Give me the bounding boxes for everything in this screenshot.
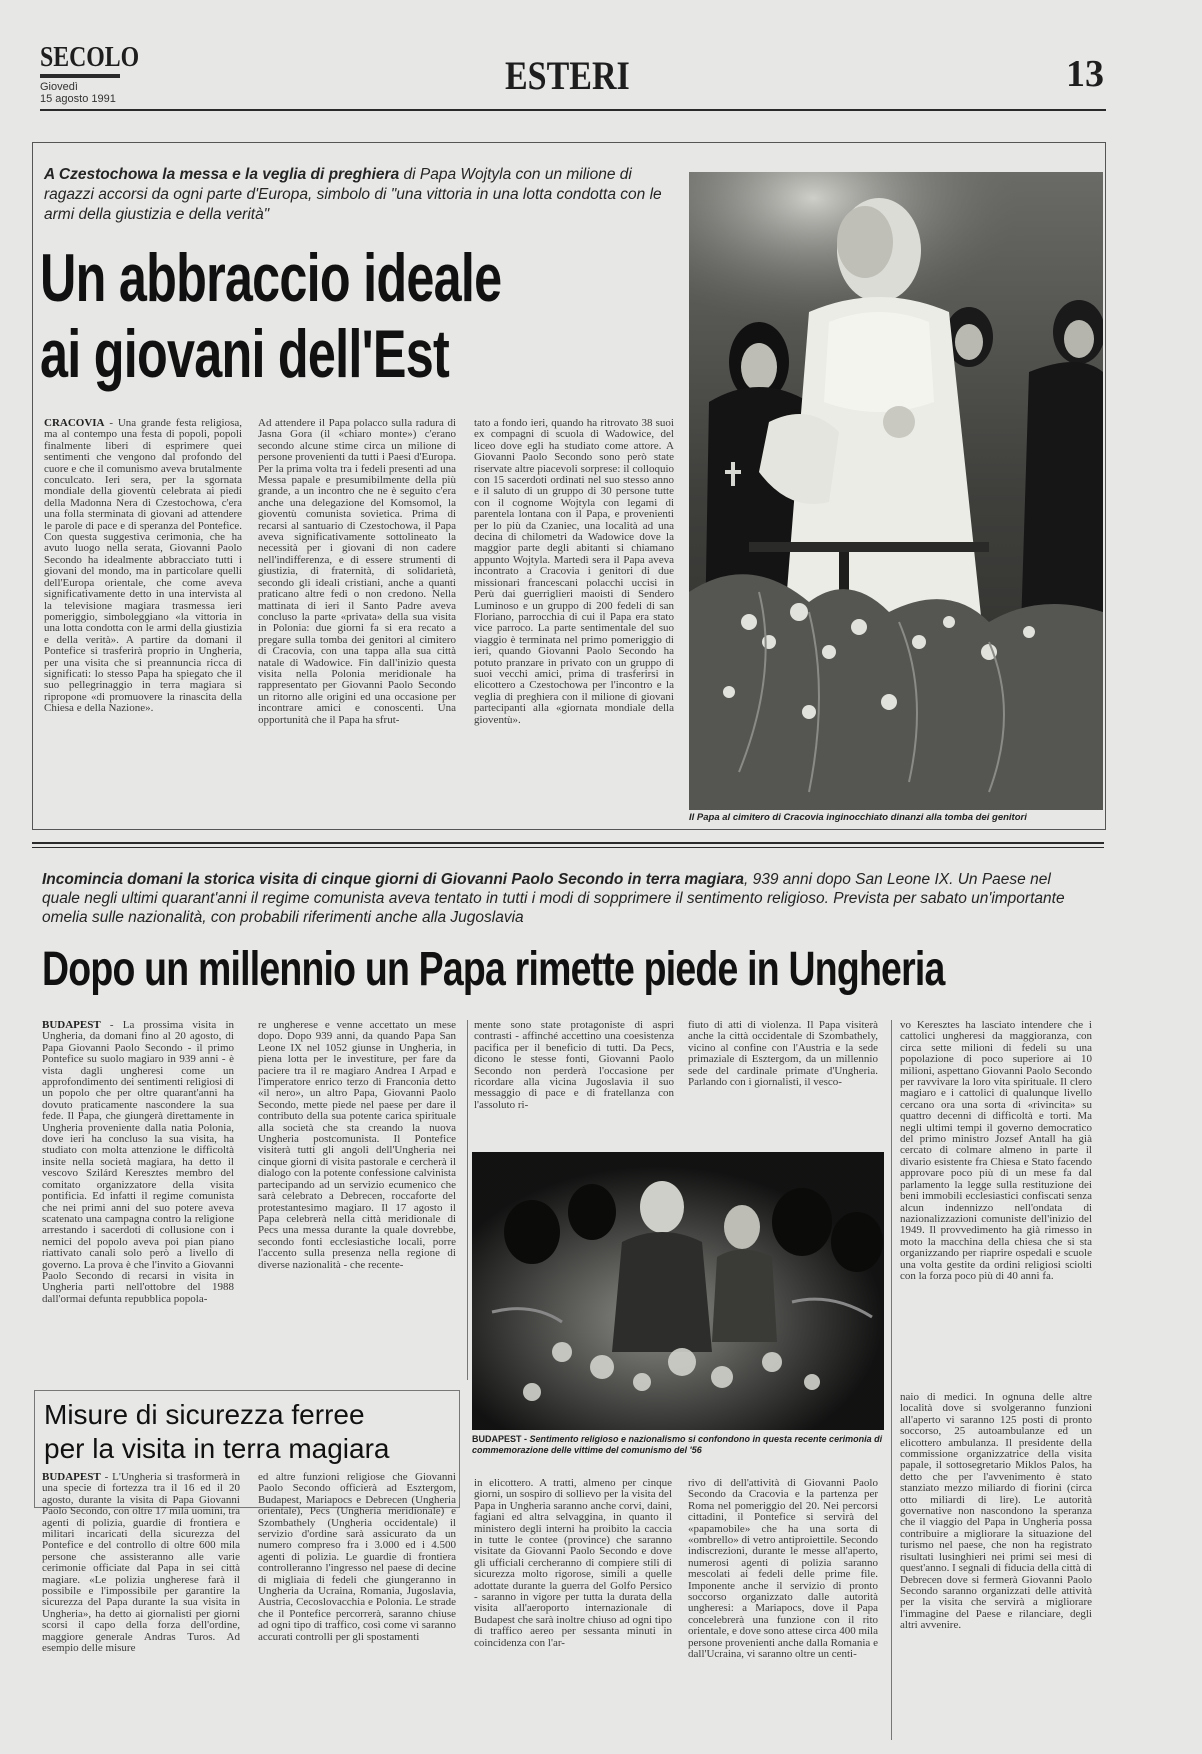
article1-headline-line2: ai giovani dell'Est	[40, 316, 449, 392]
masthead-underline	[40, 74, 120, 78]
article2-photo-caption	[472, 1434, 884, 1456]
article3-col1-text: - L'Ungheria si trasformerà in una specie di fortezza tra il 16 ed il 20 agosto, durante la visita di Papa Giovanni Paolo Secondo, con oltre 17 mila uomini, tra agenti di polizia, guardie di frontiera e militari incaricati della sicurezza del Pontefice e del controllo di oltre 600 mila persone che assisteranno alle varie cerimonie officiate dal Papa in sei città magiare. «Le polizia ungherese farà il possibile e l'impossibile per garantire la sicurezza del Papa durante la sua visita in Ungheria», ha detto ai giornalisti per giorni scorsi il capo della forza dell'ordine, maggiore generale Andras Turos. Ad esempio delle misure	[42, 1472, 240, 1655]
article2-dateline: BUDAPEST	[42, 1020, 101, 1031]
article1-column-1	[44, 418, 242, 820]
pope-cemetery-photo	[689, 172, 1103, 810]
article3-col5-text: naio di medici. In ognuna delle altre località dove si svolgeranno funzioni all'aperto vi saranno 125 posti di pronto soccorso, 25 autoambulanze ed un elicottero ambulanza. Il presidente della commissione organizzatrice della visita papale, il sottosegretario Miklos Palos, ha detto che per l'avvenimento è stato stanziato mezzo miliardo di fiorini (circa otto miliardi di lire). Le autorità governative non nascondono la speranza che il viaggio del Papa in Ungheria possa contribuire a migliorare la situazione del turismo nel paese, che non ha registrato risultati lusinghieri nei primi sei mesi di quest'anno. I segnali di fiducia della città di Debrecen dove si fermerà Giovanni Paolo Secondo saranno organizzati delle attività per la visita che servirà a migliorare l'immagine del Paese e rilanciare, degli altri avvenire.	[900, 1392, 1092, 1632]
article1-kicker-rest: di Papa Wojtyla con un milione di ragazzi accorsi da ogni parte d'Europa, simbolo di "una vittoria in una lotta condotta con le armi della giustizia e della verità"	[44, 166, 662, 223]
section-title: ESTERI	[505, 53, 630, 98]
masthead-date: 15 agosto 1991	[40, 93, 116, 105]
article1-column-3	[474, 418, 674, 820]
article1-dateline: CRACOVIA	[44, 418, 105, 429]
column-divider	[467, 1020, 468, 1380]
article2-column-5	[900, 1020, 1092, 1380]
article2-column-1	[42, 1020, 234, 1378]
article2-column-4	[688, 1020, 878, 1140]
article3-column-5	[900, 1392, 1092, 1742]
article2-column-2	[258, 1020, 456, 1378]
article2-col2-text: re ungherese e venne accettato un mese dopo. Dopo 939 anni, da quando Papa San Leone IX nel 1052 giunse in Ungheria, in piena lotta per le investiture, per fare da paciere tra il re magiaro Andrea I Arpad e l'imperatore enrico terzo di Franconia detto «il nero», un altro Papa, Giovanni Paolo Secondo, mette piede nel paese per dare il contributo della sua potente carica spirituale alla società che sta creando la nuova Ungheria postcomunista. Il Pontefice visiterà tutti gli angoli dell'Ungheria nei cinque giorni di visita pastorale e cercherà il dialogo con la potente confessione calvinista partecipando ad un servizio ecumenico che sarà celebrato a Debrecen, roccaforte del protestantesimo magiaro. Il 17 agosto il Papa celebrerà nella città meridionale di Pecs una messa durante la quale dovrebbe, secondo fonti ecclesiastiche locali, porre l'accento sulla presenza nella regione di diverse nazionalità - che recente-	[258, 1020, 456, 1271]
article2-headline: Dopo un millennio un Papa rimette piede in Ungheria	[42, 943, 945, 996]
article1-kicker	[44, 165, 664, 225]
article3-col3-text: in elicottero. A tratti, almeno per cinque giorni, un sospiro di sollievo per la visita del Papa in Ungheria saranno anche corvi, daini, fagiani ed altra selvaggina, in quanto il ministero degli interni ha proibito la caccia in tutte le contee (province) che saranno visitate da Giovanni Paolo Secondo e dove gli ufficiali cercheranno di compiere stili di sicurezza molto rigorose, simili a quelle adottate durante la guerra del Golfo Persico - saranno in vigore per tutta la durata della visita all'aeroporto internazionale di Budapest che sarà inoltre chiuso ad ogni tipo di traffico aereo per sessanta minuti in coincidenza con l'ar-	[474, 1478, 672, 1649]
page-number: 13	[1066, 53, 1104, 95]
header-rule	[40, 109, 1106, 111]
pope-cemetery-photo-image	[689, 172, 1103, 810]
column-divider	[891, 1020, 892, 1740]
article2-col4-text: fiuto di atti di violenza. Il Papa visiterà anche la città occidentale di Szombathely, vicino al confine con l'Austria e la sede primaziale di Esztergom, da un millennio sede del cardinale primate d'Ungheria. Parlando con i giornalisti, il vesco-	[688, 1020, 878, 1089]
article3-column-4	[688, 1478, 878, 1742]
article2-photo-caption-text: - Sentimento religioso e nazionalismo si confondono in questa recente cerimonia di commemorazione delle vittime del comunismo del '56	[472, 1434, 883, 1455]
article3-col2-text: ed altre funzioni religiose che Giovanni Paolo Secondo officierà ad Esztergom, Budapest, Mariapocs e Debrecen (Ungheria orientale), Pecs (Ungheria meridionale) e Szombathely (Ungheria occidentale) il servizio d'ordine sarà assicurato da un numero compreso fra i 3.000 ed i 4.500 agenti di polizia. Le guardie di frontiera controlleranno l'ingresso nel paese di decine di migliaia di fedeli che giungeranno in Ungheria da Ucraina, Romania, Jugoslavia, Austria, Cecoslovacchia e Polonia. Le strade che il Pontefice percorrerà, saranno chiuse ad ogni tipo di traffico, così come vi saranno accurati controlli per gli spostamenti	[258, 1472, 456, 1643]
budapest-ceremony-photo-image	[472, 1152, 884, 1430]
newspaper-masthead: SECOLO	[40, 42, 140, 73]
article1-kicker-lead: A Czestochowa la messa e la veglia di preghiera	[44, 166, 400, 183]
article3-dateline: BUDAPEST	[42, 1472, 101, 1483]
article2-kicker-rest: , 939 anni dopo San Leone IX. Un Paese nel quale negli ultimi quarant'anni il regime comunista aveva tentato in tutti i modi di sopprimere il sentimento religioso. Prevista per sabato un'importante omelia sulle nazionalità, con probabili riferimenti anche alla Jugoslavia	[42, 871, 1065, 926]
article1-photo-caption: Il Papa al cimitero di Cracovia inginocchiato dinanzi alla tomba dei genitori	[689, 812, 1027, 823]
article2-kicker	[42, 870, 1082, 927]
article3-column-2	[258, 1472, 456, 1742]
article2-photo-caption-place: BUDAPEST	[472, 1434, 522, 1444]
article3-headline-line1: Misure di sicurezza ferree	[44, 1399, 365, 1430]
separator-rule-2	[32, 847, 1104, 848]
article2-column-3	[474, 1020, 674, 1140]
separator-rule-1	[32, 842, 1104, 844]
article2-kicker-lead: Incomincia domani la storica visita di cinque giorni di Giovanni Paolo Secondo in terra magiara	[42, 871, 744, 888]
article3-column-1	[42, 1472, 240, 1742]
article3-col4-text: rivo di dell'attività di Giovanni Paolo Secondo da Cracovia e la partenza per Roma nel pomeriggio del 20. Nei percorsi cittadini, il Pontefice si servirà del «papamobile» che ha una sorta di «ombrello» di vetro antiproiettile. Secondo indiscrezioni, durante le messe all'aperto, numerosi agenti di polizia saranno mescolati ai fedeli delle prime file. Imponente anche il servizio di pronto soccorso organizzato dalle autorità ungheresi: a Mariapocs, dove il Papa concelebrerà una funzione con il rito orientale, e dove sono attese circa 400 mila persone provenienti anche dalla Romania e dall'Ucraina, vi saranno oltre un centi-	[688, 1478, 878, 1661]
article3-headline-line2: per la visita in terra magiara	[44, 1433, 390, 1464]
article2-col1-text: - La prossima visita in Ungheria, da domani fino al 20 agosto, di Papa Giovanni Paolo Secondo - il primo Pontefice su suolo magiaro in 939 anni - è vista dagli ungheresi come un approfondimento dei sentimenti religiosi di un popolo che per oltre quarant'anni ha dovuto praticamente nascondere la sua fede. Il Papa, che giungerà direttamente in Ungheria proveniente dalla natìa Polonia, dove ieri ha concluso la sua visita, ha studiato con molta attenzione le difficoltà insite nella società magiara, ha detto il vescovo Szilárd Keresztes membro del comitato organizzatore della visita pontificia. Ed infatti il regime comunista che nei primi anni del suo potere aveva scatenato una campagna contro la religione arrestando i sacerdoti di collusione con i nemici del popolo aveva poi pian piano riattivato canali solo però a livello di governo. La prova è che l'invito a Giovanni Paolo Secondo di recarsi in visita in Ungheria partì nell'ottobre del 1988 dall'ormai defunta repubblica popola-	[42, 1020, 234, 1305]
article1-col3-text: tato a fondo ieri, quando ha ritrovato 38 suoi ex compagni di scuola di Wadowice, del liceo dove egli ha studiato come attore. A Giovanni Paolo Secondo sono però state riservate altre piacevoli sorprese: il colloquio con 15 sacerdoti ordinati nel suo stesso anno e il saluto di un gruppo di 30 persone tutte con il cognome Wojtyla con legami di parentela lontana con il Papa, e provenienti per lo più da Czaniec, una località ad una decina di chilometri da Wadowice dove la maggior parte degli abitanti si chiamano appunto Wojtyla. Martedì sera il Papa aveva incontrato a Cracovia i genitori di due missionari francescani polacchi uccisi in Perù dai guerriglieri maoisti di Sendero Luminoso e un gruppo di 200 fedeli di san Floriano, parrocchia di cui il Papa era stato vice parroco. La parte sentimentale del suo viaggio è terminata nel primo pomeriggio di ieri, quando Giovanni Paolo Secondo ha potuto pranzare in privato con un gruppo di suoi vecchi amici, prima di trasferirsi in elicottero a Czestochowa per l'incontro e la veglia di preghiera con il milione di giovani partecipanti alla «giornata mondiale della gioventù».	[474, 418, 674, 726]
article3-column-3	[474, 1478, 672, 1742]
masthead-day: Giovedì	[40, 81, 78, 93]
article1-col1-text: - Una grande festa religiosa, ma al contempo una festa di popoli, popoli finalmente liberi di esprimere quei sentimenti che vengono dal profondo del cuore e che il comunismo aveva brutalmente conculcato. Ieri sera, per la sgornata mondiale della gioventù celebrata ai piedi della Madonna Nera di Czestochowa, c'era una folla sterminata di giovani ad attendere le parole di pace e di speranza del Pontefice. Con questa suggestiva cerimonia, che ha avuto luogo nella serata, Giovanni Paolo Secondo ha idealmente abbracciato tutti i giovani del mondo, ma in particolare quelli dell'Europa orientale, che come aveva significativamente detto in una intervista al la televisione magiara trasmessa ieri pomeriggio, simboleggiano «la vittoria in una lotta condotta con le armi della giustizia e della verità». A partire da domani il Pontefice si trasferirà proprio in Ungheria, per una visita che si preannuncia ricca di significati: lo stesso Papa ha spiegato che il suo pellegrinaggio in terra magiara si ripropone «di promuovere la rinascita della Chiesa e della Nazione».	[44, 418, 242, 715]
article2-col5-text: vo Keresztes ha lasciato intendere che i cattolici ungheresi da maggioranza, con circa sette milioni di fedeli su una popolazione di poco superiore ai 10 milioni, aspettano Giovanni Paolo Secondo per ravvivare la loro vita spirituale. Il clero magiaro e i cattolici di qualunque livello cercano ora una sorta di «rivincita» su quattro decenni di difficoltà e torti. Ma negli ultimi tempi il governo democratico del primo ministro Jozsef Antall ha già cercato di colmare almeno in parte il divario esistente fra Chiesa e Stato facendo approvare poco più di un mese fa dal parlamento la legge sulla restituzione dei beni immobili ecclesiastici confiscati senza alcun indennizzo nell'ondata di nazionalizzazioni comuniste dell'inizio del 1949. Il provvedimento ha già rimesso in moto la macchina della chiesa che si sta organizzando per riaprire ospedali e scuole una volta gestite da ordini religiosi sciolti con la forza poco più di 40 anni fa.	[900, 1020, 1092, 1282]
article2-col3-text: mente sono state protagoniste di aspri contrasti - affinché accettino una coesistenza pacifica per il beneficio di tutti. Da Pecs, dicono le stesse fonti, Giovanni Paolo Secondo non perderà l'occasione per ricordare alla vicina Jugoslavia il suo messaggio di pace e di fratellanza con l'assoluto ri-	[474, 1020, 674, 1111]
budapest-ceremony-photo	[472, 1152, 884, 1430]
article1-headline-line1: Un abbraccio ideale	[40, 240, 502, 316]
article1-col2-text: Ad attendere il Papa polacco sulla radura di Jasna Gora (il «chiaro monte») c'erano secondo alcune stime circa un milione di persone provenienti da tutti i Paesi d'Europa. Per la prima volta tra i fedeli presenti ad una Messa papale e presumibilmente della più grande, a un incontro che ne è seguito c'era anche una delegazione del Komsomol, la gioventù comunista sovietica. Prima di recarsi al santuario di Czestochowa, il Papa aveva significativamente sottolineato la necessità per i giovani di non cadere nell'indifferenza, e di essere strumenti di giustizia, di fraternità, di solidarietà, secondo gli ideali cristiani, anche a quanti praticano altre fedi o non credono. Nella mattinata di ieri il Santo Padre aveva concluso la parte «privata» della sua visita in Polonia: due giorni fa si era recato a pregare sulla tomba dei genitori al cimitero di Cracovia, con una tappa alla sua città natale di Wadowice. Fin dall'inizio questa visita nella Polonia meridionale ha rappresentato per Giovanni Paolo Secondo un ritorno alle origini ed una occasione per incontrare amici e conoscenti. Una opportunità che il Papa ha sfrut-	[258, 418, 456, 726]
article1-column-2	[258, 418, 456, 820]
